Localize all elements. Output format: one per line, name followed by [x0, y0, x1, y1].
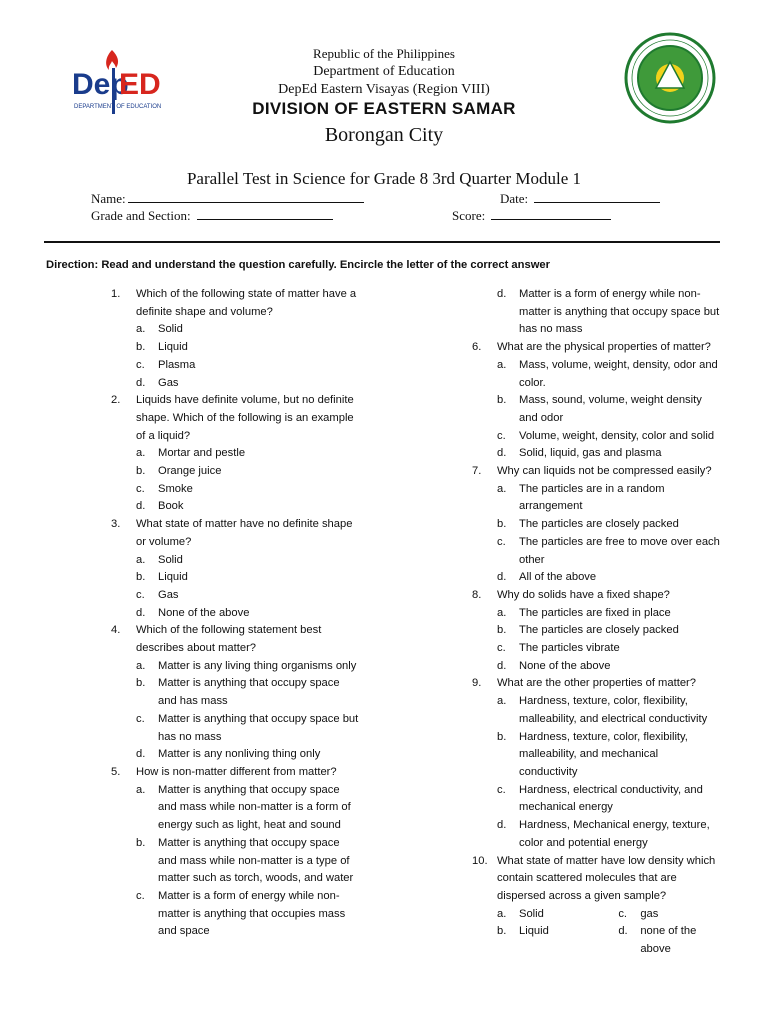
option-text-line: The particles are closely packed: [519, 624, 679, 637]
option-letter: c.: [497, 642, 506, 655]
option-text-line: Solid: [519, 907, 544, 920]
question-number: 6.: [472, 341, 482, 354]
department-line: Department of Education: [313, 64, 455, 79]
option-text-line: color and potential energy: [519, 836, 648, 849]
option-letter: b.: [497, 518, 507, 531]
option-text-line: and odor: [519, 411, 564, 424]
answer-option-c[interactable]: [618, 906, 737, 924]
answer-option-b[interactable]: [497, 392, 737, 427]
option-text-line: Matter is anything that occupy space but: [158, 712, 359, 725]
option-text-line: energy such as light, heat and sound: [158, 819, 341, 832]
option-text-line: arrangement: [519, 500, 583, 513]
option-text-line: Matter is anything that occupy space: [158, 677, 340, 690]
option-text-line: Matter is any living thing organisms only: [158, 659, 357, 672]
option-letter: b.: [497, 730, 507, 743]
answer-option-d[interactable]: [497, 658, 737, 676]
question-text-line: What state of matter have no definite shape: [136, 518, 353, 531]
option-text-line: Gas: [158, 376, 179, 389]
option-letter: a.: [136, 447, 146, 460]
logo-subtext: DEPARTMENT OF EDUCATION: [74, 104, 162, 110]
answer-option-b[interactable]: [497, 516, 737, 534]
question-text-line: What are the other properties of matter?: [497, 677, 696, 690]
direction-text: Direction: Read and understand the question carefully. Encircle the letter of the correct answer: [46, 259, 550, 271]
question-4: [111, 622, 376, 657]
answer-option-d[interactable]: [497, 817, 737, 852]
option-letter: a.: [136, 323, 146, 336]
name-label: Name:: [91, 191, 126, 206]
question-8: [472, 587, 737, 605]
option-text-line: The particles vibrate: [519, 642, 620, 655]
option-text-line: Solid, liquid, gas and plasma: [519, 447, 662, 460]
question-number: 2.: [111, 394, 121, 407]
score-field[interactable]: [452, 207, 611, 224]
option-text-line: mechanical energy: [519, 801, 613, 814]
answer-option-c[interactable]: [136, 357, 376, 375]
option-letter: d.: [497, 571, 507, 584]
answer-option-a[interactable]: [497, 605, 737, 623]
answer-option-a[interactable]: [136, 658, 376, 676]
answer-option-b[interactable]: [497, 729, 737, 782]
option-letter: b.: [136, 836, 146, 849]
option-text-line: The particles are closely packed: [519, 518, 679, 531]
option-text-line: and space: [158, 925, 210, 938]
questions-left-column: [111, 286, 376, 941]
question-number: 1.: [111, 288, 121, 300]
option-text-line: None of the above: [519, 659, 611, 672]
option-text-line: malleability, and electrical conductivity: [519, 712, 708, 725]
option-letter: c.: [497, 783, 506, 796]
answer-option-d[interactable]: [136, 498, 376, 516]
question-text-line: or volume?: [136, 535, 192, 548]
question-text-line: How is non-matter different from matter?: [136, 765, 337, 778]
answer-option-a[interactable]: [136, 552, 376, 570]
option-text-line: Matter is a form of energy while non-: [158, 889, 340, 902]
option-letter: a.: [497, 482, 507, 495]
answer-option-c[interactable]: [497, 428, 737, 446]
answer-option-d[interactable]: [497, 286, 737, 339]
question-10: [472, 853, 737, 906]
option-text-line: Book: [158, 500, 184, 513]
option-letter: a.: [136, 553, 146, 566]
answer-option-c[interactable]: [497, 640, 737, 658]
answer-option-a[interactable]: [136, 782, 376, 835]
question-number: 5.: [111, 765, 121, 778]
answer-option-c[interactable]: [136, 711, 376, 746]
question-number: 4.: [111, 624, 121, 637]
answer-option-b[interactable]: [497, 923, 618, 958]
option-text-line: Liquid: [158, 571, 188, 584]
option-letter: b.: [136, 465, 146, 478]
option-text-line: Smoke: [158, 482, 193, 495]
option-letter: b.: [497, 925, 507, 938]
svg-text:ED: ED: [119, 68, 161, 101]
city-line: Borongan City: [324, 124, 444, 146]
answer-option-b[interactable]: [136, 569, 376, 587]
question-1: [111, 286, 376, 321]
region-line: DepEd Eastern Visayas (Region VIII): [278, 82, 490, 97]
option-letter: d.: [136, 748, 146, 761]
question-9: [472, 675, 737, 693]
answer-option-c[interactable]: [136, 587, 376, 605]
option-letter: c.: [136, 482, 145, 495]
question-text-line: Which of the following statement best: [136, 624, 322, 637]
question-7: [472, 463, 737, 481]
answer-option-a[interactable]: [136, 321, 376, 339]
question-number: 8.: [472, 588, 482, 601]
option-letter: d.: [618, 925, 628, 938]
option-text-line: Solid: [158, 323, 183, 336]
questions-right-column: [472, 286, 737, 959]
option-text-line: Matter is any nonliving thing only: [158, 748, 321, 761]
option-text-line: and mass while non-matter is a type of: [158, 854, 350, 867]
answer-option-d[interactable]: [497, 569, 737, 587]
answer-option-d[interactable]: [497, 445, 737, 463]
option-letter: c.: [136, 588, 145, 601]
option-text-line: Hardness, Mechanical energy, texture,: [519, 819, 710, 832]
option-text-line: Matter is anything that occupy space: [158, 783, 340, 796]
option-text-line: matter such as torch, woods, and water: [158, 872, 354, 885]
option-text-line: has no mass: [158, 730, 222, 743]
header-divider: [44, 241, 720, 243]
question-text-line: contain scattered molecules that are: [497, 872, 677, 885]
answer-option-c[interactable]: [136, 481, 376, 499]
republic-line: Republic of the Philippines: [313, 46, 455, 61]
option-letter: c.: [497, 429, 506, 442]
option-letter: c.: [618, 907, 628, 920]
option-letter: c.: [136, 712, 145, 725]
option-text-line: Volume, weight, density, color and solid: [519, 429, 715, 442]
option-text-line: Hardness, electrical conductivity, and: [519, 783, 703, 796]
score-label: Score:: [452, 208, 486, 223]
question-number: 9.: [472, 677, 482, 690]
answer-option-b[interactable]: [136, 675, 376, 710]
question-text-line: Which of the following state of matter have a: [136, 288, 357, 300]
question-text-line: What are the physical properties of matter?: [497, 341, 711, 354]
test-title: Parallel Test in Science for Grade 8 3rd Quarter Module 1: [186, 169, 582, 188]
grade-section-field[interactable]: [91, 207, 333, 224]
answer-option-d[interactable]: [136, 375, 376, 393]
option-text-line: gas: [640, 907, 659, 920]
question-2: [111, 392, 376, 445]
question-6: [472, 339, 737, 357]
question-text-line: dispersed across a given sample?: [497, 889, 667, 902]
date-field[interactable]: [500, 190, 660, 207]
option-letter: a.: [497, 907, 507, 920]
option-text-line: has no mass: [519, 323, 583, 336]
svg-text:Dep: Dep: [72, 68, 129, 101]
option-letter: c.: [136, 358, 145, 371]
answer-option-a[interactable]: [497, 693, 737, 728]
answer-option-a[interactable]: [497, 481, 737, 516]
option-letter: a.: [497, 358, 507, 371]
grade-section-label: Grade and Section:: [91, 208, 191, 223]
question-text-line: Why do solids have a fixed shape?: [497, 588, 670, 601]
option-text-line: None of the above: [158, 606, 250, 619]
option-letter: a.: [136, 659, 146, 672]
answer-option-a[interactable]: [136, 445, 376, 463]
question-text-line: What state of matter have low density which: [497, 854, 716, 867]
question-number: 10.: [472, 854, 488, 867]
question-number: 7.: [472, 465, 482, 478]
option-text-line: color.: [519, 376, 546, 389]
option-letter: a.: [497, 606, 507, 619]
option-letter: d.: [136, 500, 146, 513]
options-row: [497, 923, 737, 958]
question-3: [111, 516, 376, 551]
answer-option-c[interactable]: [497, 534, 737, 569]
date-label: Date:: [500, 191, 529, 206]
option-text-line: Mortar and pestle: [158, 447, 246, 460]
option-letter: c.: [136, 889, 145, 902]
option-text-line: Plasma: [158, 358, 196, 371]
option-letter: b.: [136, 571, 146, 584]
answer-option-b[interactable]: [136, 339, 376, 357]
option-text-line: Orange juice: [158, 465, 222, 478]
option-text-line: Hardness, texture, color, flexibility,: [519, 730, 688, 743]
option-letter: d.: [497, 288, 507, 300]
option-text-line: Gas: [158, 588, 179, 601]
option-text-line: Mass, sound, volume, weight density: [519, 394, 702, 407]
question-text-line: Why can liquids not be compressed easily?: [497, 465, 712, 478]
option-text-line: and has mass: [158, 695, 228, 708]
answer-option-d[interactable]: [136, 746, 376, 764]
division-line: DIVISION OF EASTERN SAMAR: [252, 99, 516, 118]
answer-option-d[interactable]: [136, 605, 376, 623]
option-text-line: malleability, and mechanical: [519, 748, 659, 761]
option-text-line: other: [519, 553, 545, 566]
option-letter: c.: [497, 535, 506, 548]
answer-option-c[interactable]: [136, 888, 376, 941]
option-text-line: Mass, volume, weight, density, odor and: [519, 358, 718, 371]
option-letter: d.: [497, 659, 507, 672]
option-text-line: matter is anything that occupies mass: [158, 907, 346, 920]
question-text-line: describes about matter?: [136, 642, 257, 655]
name-field[interactable]: [91, 190, 364, 207]
option-text-line: matter is anything that occupy space but: [519, 305, 720, 318]
question-text-line: shape. Which of the following is an example: [136, 411, 354, 424]
option-text-line: Matter is a form of energy while non-: [519, 288, 701, 300]
answer-option-b[interactable]: [497, 622, 737, 640]
option-text-line: and mass while non-matter is a form of: [158, 801, 351, 814]
option-text-line: The particles are free to move over each: [519, 535, 720, 548]
question-number: 3.: [111, 518, 121, 531]
answer-option-b[interactable]: [136, 835, 376, 888]
option-letter: d.: [497, 819, 507, 832]
option-text-line: The particles are fixed in place: [519, 606, 671, 619]
option-letter: a.: [497, 695, 507, 708]
option-letter: d.: [136, 376, 146, 389]
option-letter: d.: [497, 447, 507, 460]
answer-option-a[interactable]: [497, 357, 737, 392]
question-text-line: of a liquid?: [136, 429, 191, 442]
division-seal: [624, 32, 716, 124]
option-letter: b.: [136, 341, 146, 354]
option-letter: b.: [136, 677, 146, 690]
option-text-line: above: [640, 943, 671, 956]
option-text-line: Hardness, texture, color, flexibility,: [519, 695, 688, 708]
option-text-line: none of the: [640, 925, 697, 938]
option-text-line: Solid: [158, 553, 183, 566]
option-letter: d.: [136, 606, 146, 619]
question-5: [111, 764, 376, 782]
option-letter: b.: [497, 624, 507, 637]
question-text-line: Liquids have definite volume, but no definite: [136, 394, 354, 407]
option-letter: b.: [497, 394, 507, 407]
option-letter: a.: [136, 783, 146, 796]
answer-option-c[interactable]: [497, 782, 737, 817]
question-text-line: definite shape and volume?: [136, 305, 273, 318]
option-text-line: Liquid: [519, 925, 549, 938]
option-text-line: The particles are in a random: [519, 482, 665, 495]
answer-option-d[interactable]: [618, 923, 737, 958]
option-text-line: Liquid: [158, 341, 188, 354]
option-text-line: conductivity: [519, 765, 578, 778]
options-row: [497, 906, 737, 924]
option-text-line: Matter is anything that occupy space: [158, 836, 340, 849]
option-text-line: All of the above: [519, 571, 597, 584]
answer-option-b[interactable]: [136, 463, 376, 481]
answer-option-a[interactable]: [497, 906, 618, 924]
